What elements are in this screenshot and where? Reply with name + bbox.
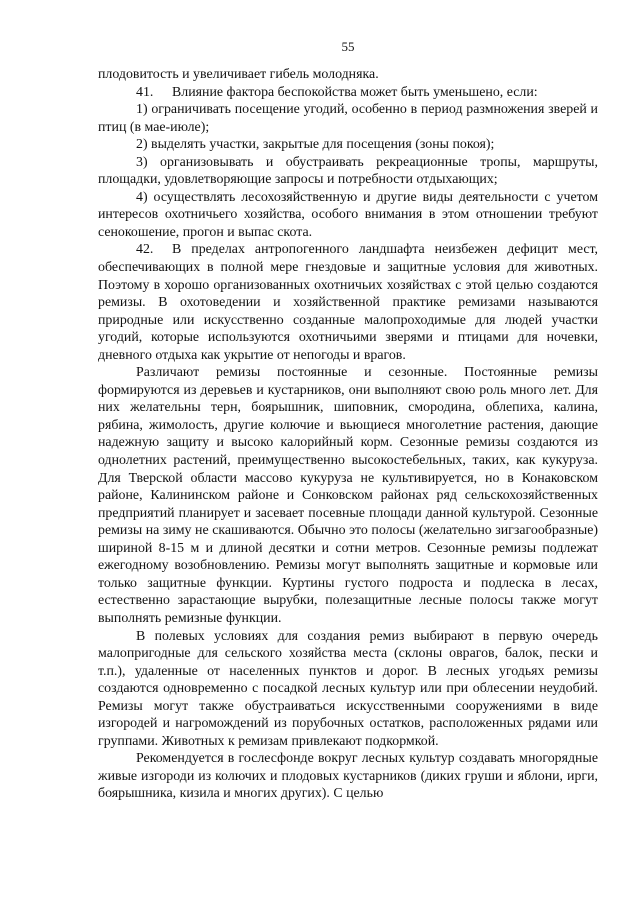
paragraph: [98, 364, 598, 627]
paragraph-text: плодовитость и увеличивает гибель молодняка.: [98, 67, 379, 82]
paragraph-text: В полевых условиях для создания ремиз выбирают в первую очередь малопригодные для сельского хозяйства места (склоны оврагов, балок, пески и т.п.), удаленные от населенных пунктов и дорог. В лесных угодьях ремизы создаются одновременно с посадкой лесных культур или при облесении неудобий. Ремизы могут также обустраиваться искусственными сооружениями в виде изгородей и нагромождений из порубочных остатков, расположенных рядами или группами. Животных к ремизам привлекают подкормкой.: [98, 628, 598, 749]
paragraph-number: 42.: [136, 242, 154, 258]
paragraph-text: Рекомендуется в гослесфонде вокруг лесных культур создавать многорядные живые изгороди из колючих и плодовых кустарников (диких груши и яблони, ирги, боярышника, кизила и многих других). С целью: [98, 751, 598, 802]
paragraph: [98, 189, 598, 242]
paragraph-text: 2) выделять участки, закрытые для посещения (зоны покоя);: [136, 137, 495, 153]
paragraph: [98, 628, 598, 751]
paragraph: [98, 750, 598, 803]
paragraph: [98, 101, 598, 136]
paragraph: [98, 241, 598, 364]
paragraph: [98, 154, 598, 189]
paragraph-text: Различают ремизы постоянные и сезонные. Постоянные ремизы формируются из деревьев и кустарников, они выполняют свою роль много лет. Для них желательны терн, боярышник, шиповник, смородина, облепиха, калина, рябина, жимолость, другие колючие и вьющиеся многолетние растения, дающие надежную защиту и высоко калорийный корм. Сезонные ремизы создаются из однолетних растений, преимущественно высокостебельных, таких, как кукуруза. Для Тверской области массово кукуруза не культивируется, но в Конаковском районе, Калининском районе и Сонковском районах ряд сельскохозяйственных предприятий планирует и засевает посевные площади данной культурой. Сезонные ремизы на зиму не скашиваются. Обычно это полосы (желательно зигзагообразные) шириной 8-15 м и длиной десятки и сотни метров. Сезонные ремизы подлежат ежегодному возобновлению. Ремизы могут выполнять защитные и кормовые или только защитные функции. Куртины густого подроста и подлеска в лесах, естественно зарастающие вырубки, полезащитные лесные полосы также могут выполнять ремизные функции.: [98, 365, 598, 626]
page-number: 55: [341, 39, 355, 54]
paragraph-text: 3) организовывать и обустраивать рекреационные тропы, маршруты, площадки, удовлетворяющие запросы и потребности отдыхающих;: [98, 154, 598, 188]
paragraph: [98, 84, 598, 102]
paragraph: [98, 66, 598, 84]
paragraph-text: 4) осуществлять лесохозяйственную и другие виды деятельности с учетом интересов охотничьего хозяйства, особого внимания в этом отношении требуют сенокошение, прогон и выпас скота.: [98, 189, 598, 240]
paragraph: [98, 136, 598, 154]
paragraph-text: 1) ограничивать посещение угодий, особенно в период размножения зверей и птиц (в мае-июле);: [98, 102, 598, 135]
paragraph-number: 41.: [136, 84, 154, 100]
paragraph-text: В пределах антропогенного ландшафта неизбежен дефицит мест, обеспечивающих в полной мере гнездовые и защитные условия для животных. Поэтому в хорошо организованных охотничьих хозяйствах с этой целью создаются ремизы. В охотоведении и хозяйственной практике ремизами называются природные или искусственно созданные малопроходимые для людей участки угодий, которые используются охотничьими зверями и птицами для ночевки, дневного отдыха как укрытие от непогоды и врагов.: [98, 242, 598, 363]
paragraph-text: Влияние фактора беспокойства может быть уменьшено, если:: [172, 84, 538, 100]
document-body: [98, 66, 598, 803]
